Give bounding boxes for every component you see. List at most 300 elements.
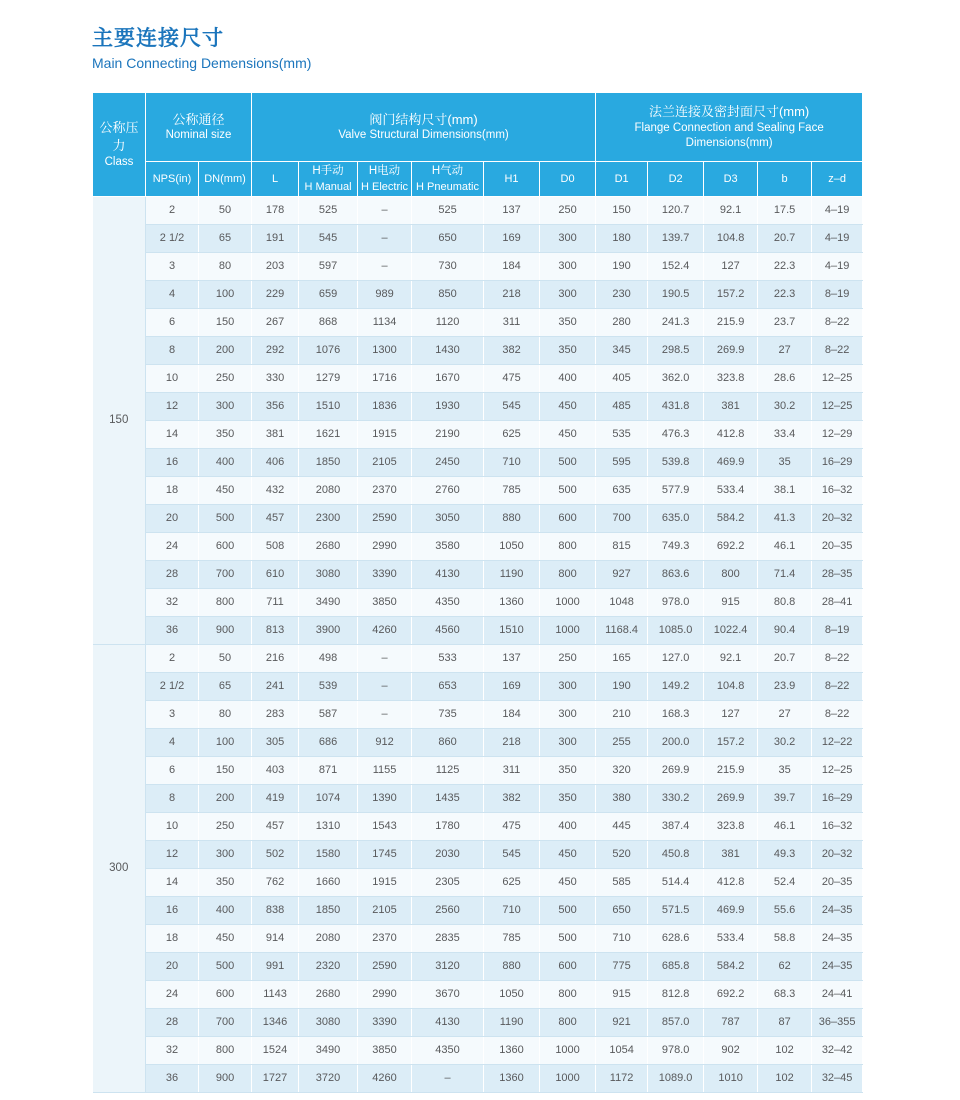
table-cell: 100 — [199, 280, 252, 308]
table-cell: 2105 — [358, 896, 412, 924]
table-cell: 405 — [596, 364, 648, 392]
table-cell: 403 — [252, 756, 299, 784]
table-cell: 71.4 — [758, 560, 812, 588]
table-cell: 450 — [540, 420, 596, 448]
table-cell: 800 — [540, 560, 596, 588]
table-cell: 169 — [484, 672, 540, 700]
table-cell: 16–32 — [812, 812, 863, 840]
table-row — [93, 532, 863, 560]
table-cell: 500 — [199, 504, 252, 532]
table-cell: 1155 — [358, 756, 412, 784]
page-subtitle: Main Connecting Demensions(mm) — [92, 55, 312, 72]
table-cell: 584.2 — [704, 952, 758, 980]
table-cell: 311 — [484, 756, 540, 784]
table-cell: 650 — [412, 224, 484, 252]
table-cell: 2760 — [412, 476, 484, 504]
table-cell: 127.0 — [648, 644, 704, 672]
table-cell: 345 — [596, 336, 648, 364]
table-cell: 1279 — [299, 364, 358, 392]
table-cell: 4130 — [412, 560, 484, 588]
table-cell: 2300 — [299, 504, 358, 532]
table-cell: 4260 — [358, 1064, 412, 1092]
table-cell: 625 — [484, 420, 540, 448]
table-cell: 283 — [252, 700, 299, 728]
table-cell: 1010 — [704, 1064, 758, 1092]
table-cell: 362.0 — [648, 364, 704, 392]
table-cell: 863.6 — [648, 560, 704, 588]
table-cell: 1310 — [299, 812, 358, 840]
table-cell: 800 — [199, 588, 252, 616]
table-cell: 900 — [199, 616, 252, 644]
table-cell: 533.4 — [704, 476, 758, 504]
table-cell: 3080 — [299, 1008, 358, 1036]
table-cell: 1716 — [358, 364, 412, 392]
table-cell: 485 — [596, 392, 648, 420]
table-row — [93, 1064, 863, 1092]
table-cell: 28 — [146, 560, 199, 588]
table-cell: 1190 — [484, 1008, 540, 1036]
table-row — [93, 420, 863, 448]
table-cell: 150 — [199, 756, 252, 784]
table-cell: 514.4 — [648, 868, 704, 896]
table-cell: 39.7 — [758, 784, 812, 812]
table-cell: 539.8 — [648, 448, 704, 476]
table-header — [93, 92, 863, 196]
table-cell: 350 — [540, 784, 596, 812]
table-cell: 92.1 — [704, 196, 758, 224]
table-cell: 3050 — [412, 504, 484, 532]
table-cell: 350 — [540, 336, 596, 364]
table-cell: 41.3 — [758, 504, 812, 532]
table-cell: 6 — [146, 308, 199, 336]
table-cell: 22.3 — [758, 280, 812, 308]
table-cell: 280 — [596, 308, 648, 336]
table-cell: 28–41 — [812, 588, 863, 616]
table-cell: 218 — [484, 280, 540, 308]
table-cell: 190 — [596, 672, 648, 700]
table-cell: 2320 — [299, 952, 358, 980]
group-header-valve-en: Valve Structural Dimensions(mm) — [338, 129, 509, 142]
table-cell: 1022.4 — [704, 616, 758, 644]
table-cell: 255 — [596, 728, 648, 756]
table-cell: 431.8 — [648, 392, 704, 420]
table-cell: 653 — [412, 672, 484, 700]
table-cell: 6 — [146, 756, 199, 784]
table-cell: 184 — [484, 700, 540, 728]
table-cell: 1621 — [299, 420, 358, 448]
table-cell: 635.0 — [648, 504, 704, 532]
table-cell: 600 — [540, 952, 596, 980]
table-cell: 157.2 — [704, 728, 758, 756]
table-cell: 229 — [252, 280, 299, 308]
table-row — [93, 784, 863, 812]
table-cell: 300 — [540, 672, 596, 700]
table-row — [93, 280, 863, 308]
table-cell: 500 — [540, 448, 596, 476]
table-cell: 35 — [758, 756, 812, 784]
table-cell: 912 — [358, 728, 412, 756]
table-cell: 23.9 — [758, 672, 812, 700]
table-cell: 30.2 — [758, 728, 812, 756]
table-cell: 323.8 — [704, 364, 758, 392]
table-cell: 250 — [199, 812, 252, 840]
table-cell: 215.9 — [704, 756, 758, 784]
table-cell: 4350 — [412, 1036, 484, 1064]
table-row — [93, 308, 863, 336]
table-cell: 400 — [199, 896, 252, 924]
table-cell: 585 — [596, 868, 648, 896]
table-row — [93, 448, 863, 476]
table-cell: 2680 — [299, 532, 358, 560]
table-cell: 1360 — [484, 588, 540, 616]
table-cell: 1745 — [358, 840, 412, 868]
table-cell: 3390 — [358, 560, 412, 588]
table-cell: 785 — [484, 476, 540, 504]
col-header-d2: D2 — [648, 161, 704, 196]
table-cell: 4–19 — [812, 252, 863, 280]
table-cell: 55.6 — [758, 896, 812, 924]
table-cell: 450 — [199, 924, 252, 952]
table-cell: 80 — [199, 700, 252, 728]
table-cell: – — [412, 1064, 484, 1092]
table-cell: 587 — [299, 700, 358, 728]
table-body — [93, 196, 863, 1092]
group-header-flange-zh: 法兰连接及密封面尺寸(mm) — [648, 104, 810, 120]
table-cell: 838 — [252, 896, 299, 924]
table-cell: 300 — [199, 392, 252, 420]
table-cell: 1143 — [252, 980, 299, 1008]
table-cell: 4560 — [412, 616, 484, 644]
table-cell: 24 — [146, 980, 199, 1008]
table-cell: 14 — [146, 420, 199, 448]
table-cell: 500 — [540, 896, 596, 924]
table-cell: 700 — [199, 1008, 252, 1036]
table-cell: 915 — [704, 588, 758, 616]
table-cell: 1000 — [540, 1036, 596, 1064]
table-cell: 24–35 — [812, 952, 863, 980]
table-cell: 991 — [252, 952, 299, 980]
page-title: 主要连接尺寸 — [92, 27, 224, 50]
table-cell: 978.0 — [648, 1036, 704, 1064]
table-cell: 597 — [299, 252, 358, 280]
table-cell: 700 — [199, 560, 252, 588]
table-cell: 80.8 — [758, 588, 812, 616]
table-cell: 27 — [758, 336, 812, 364]
table-cell: 32 — [146, 1036, 199, 1064]
table-cell: 16 — [146, 448, 199, 476]
class-label: 300 — [93, 644, 146, 1092]
table-cell: 8–22 — [812, 308, 863, 336]
table-cell: 203 — [252, 252, 299, 280]
table-cell: 2080 — [299, 924, 358, 952]
col-header-b: b — [758, 161, 812, 196]
table-cell: 3120 — [412, 952, 484, 980]
table-cell: 12–22 — [812, 728, 863, 756]
table-cell: 190.5 — [648, 280, 704, 308]
table-cell: 1300 — [358, 336, 412, 364]
table-cell: 8–19 — [812, 616, 863, 644]
table-cell: 191 — [252, 224, 299, 252]
table-cell: 16–32 — [812, 476, 863, 504]
table-cell: 815 — [596, 532, 648, 560]
table-cell: 545 — [299, 224, 358, 252]
table-cell: 300 — [540, 280, 596, 308]
table-cell: 812.8 — [648, 980, 704, 1008]
table-cell: 241.3 — [648, 308, 704, 336]
table-cell: 210 — [596, 700, 648, 728]
table-row — [93, 1008, 863, 1036]
table-cell: 20 — [146, 504, 199, 532]
table-row — [93, 756, 863, 784]
table-cell: 880 — [484, 504, 540, 532]
table-row — [93, 476, 863, 504]
table-cell: 27 — [758, 700, 812, 728]
table-cell: 1134 — [358, 308, 412, 336]
table-cell: 1390 — [358, 784, 412, 812]
col-header-h1: H1 — [484, 161, 540, 196]
table-row — [93, 392, 863, 420]
table-cell: 457 — [252, 504, 299, 532]
table-cell: 1000 — [540, 616, 596, 644]
table-cell: 545 — [484, 840, 540, 868]
table-cell: 1727 — [252, 1064, 299, 1092]
table-cell: 880 — [484, 952, 540, 980]
table-cell: 18 — [146, 476, 199, 504]
table-cell: 20 — [146, 952, 199, 980]
table-cell: 775 — [596, 952, 648, 980]
table-cell: 4260 — [358, 616, 412, 644]
table-cell: 1850 — [299, 448, 358, 476]
table-cell: 625 — [484, 868, 540, 896]
table-cell: 200 — [199, 784, 252, 812]
table-cell: 16–29 — [812, 448, 863, 476]
table-cell: 800 — [199, 1036, 252, 1064]
table-cell: 100 — [199, 728, 252, 756]
table-cell: 4–19 — [812, 196, 863, 224]
table-row — [93, 252, 863, 280]
table-cell: 8 — [146, 784, 199, 812]
table-cell: 8–22 — [812, 672, 863, 700]
table-cell: 600 — [199, 532, 252, 560]
table-cell: 860 — [412, 728, 484, 756]
table-cell: 735 — [412, 700, 484, 728]
table-cell: 20–35 — [812, 868, 863, 896]
table-cell: 68.3 — [758, 980, 812, 1008]
table-row — [93, 196, 863, 224]
table-cell: 267 — [252, 308, 299, 336]
table-cell: 320 — [596, 756, 648, 784]
col-header-h-pneumatic: H气动 H Pneumatic — [412, 161, 484, 196]
table-cell: 350 — [199, 420, 252, 448]
table-cell: 216 — [252, 644, 299, 672]
col-header-class-zh: 公称压力 — [99, 120, 139, 154]
table-cell: 432 — [252, 476, 299, 504]
table-cell: 46.1 — [758, 532, 812, 560]
table-cell: 2835 — [412, 924, 484, 952]
table-cell: 450 — [540, 840, 596, 868]
table-cell: 2030 — [412, 840, 484, 868]
table-cell: 300 — [540, 252, 596, 280]
table-cell: 28–35 — [812, 560, 863, 588]
table-cell: 20.7 — [758, 224, 812, 252]
table-cell: 1172 — [596, 1064, 648, 1092]
table-cell: 1543 — [358, 812, 412, 840]
table-cell: 8 — [146, 336, 199, 364]
table-cell: 36–355 — [812, 1008, 863, 1036]
table-cell: 152.4 — [648, 252, 704, 280]
table-cell: 12 — [146, 392, 199, 420]
table-row — [93, 700, 863, 728]
table-cell: 685.8 — [648, 952, 704, 980]
table-cell: 218 — [484, 728, 540, 756]
table-cell: 356 — [252, 392, 299, 420]
table-cell: 1085.0 — [648, 616, 704, 644]
table-cell: 1050 — [484, 532, 540, 560]
table-cell: 10 — [146, 812, 199, 840]
table-row — [93, 616, 863, 644]
table-cell: 382 — [484, 784, 540, 812]
table-cell: 269.9 — [648, 756, 704, 784]
col-header-h-electric: H电动 H Electric — [358, 161, 412, 196]
table-cell: 871 — [299, 756, 358, 784]
table-cell: 380 — [596, 784, 648, 812]
table-cell: 165 — [596, 644, 648, 672]
table-cell: 400 — [540, 364, 596, 392]
table-cell: 4–19 — [812, 224, 863, 252]
table-cell: 330 — [252, 364, 299, 392]
table-cell: 412.8 — [704, 420, 758, 448]
table-cell: 20.7 — [758, 644, 812, 672]
table-cell: 600 — [540, 504, 596, 532]
table-cell: 20–32 — [812, 840, 863, 868]
table-cell: 1360 — [484, 1064, 540, 1092]
table-cell: 1780 — [412, 812, 484, 840]
table-cell: 80 — [199, 252, 252, 280]
table-cell: 525 — [299, 196, 358, 224]
table-cell: 1054 — [596, 1036, 648, 1064]
table-cell: 36 — [146, 616, 199, 644]
table-cell: 502 — [252, 840, 299, 868]
table-cell: 3720 — [299, 1064, 358, 1092]
table-cell: 150 — [199, 308, 252, 336]
col-header-d1: D1 — [596, 161, 648, 196]
table-cell: 800 — [540, 1008, 596, 1036]
table-cell: 1050 — [484, 980, 540, 1008]
col-header-d0: D0 — [540, 161, 596, 196]
table-cell: 241 — [252, 672, 299, 700]
table-cell: 1915 — [358, 868, 412, 896]
table-row — [93, 364, 863, 392]
table-cell: 500 — [199, 952, 252, 980]
table-cell: 215.9 — [704, 308, 758, 336]
table-row — [93, 896, 863, 924]
table-cell: 800 — [540, 980, 596, 1008]
table-cell: 710 — [484, 896, 540, 924]
table-cell: 710 — [596, 924, 648, 952]
table-cell: 450 — [199, 476, 252, 504]
table-cell: 33.4 — [758, 420, 812, 448]
table-cell: 3490 — [299, 1036, 358, 1064]
table-cell: 868 — [299, 308, 358, 336]
table-cell: 813 — [252, 616, 299, 644]
table-cell: 785 — [484, 924, 540, 952]
table-cell: 4350 — [412, 588, 484, 616]
table-cell: 104.8 — [704, 224, 758, 252]
table-cell: 3 — [146, 700, 199, 728]
table-cell: 902 — [704, 1036, 758, 1064]
table-cell: 382 — [484, 336, 540, 364]
table-cell: 90.4 — [758, 616, 812, 644]
table-cell: 400 — [540, 812, 596, 840]
table-cell: 12–29 — [812, 420, 863, 448]
table-cell: 28 — [146, 1008, 199, 1036]
table-cell: 24 — [146, 532, 199, 560]
col-header-class — [93, 92, 146, 196]
group-header-valve-dimensions — [252, 92, 596, 161]
table-cell: 450 — [540, 868, 596, 896]
table-cell: 12–25 — [812, 364, 863, 392]
table-cell: 2 — [146, 196, 199, 224]
table-cell: 330.2 — [648, 784, 704, 812]
table-cell: 32 — [146, 588, 199, 616]
table-cell: 659 — [299, 280, 358, 308]
table-cell: 30.2 — [758, 392, 812, 420]
table-cell: 1120 — [412, 308, 484, 336]
table-cell: 137 — [484, 644, 540, 672]
table-cell: 539 — [299, 672, 358, 700]
table-cell: 1836 — [358, 392, 412, 420]
table-cell: 381 — [704, 392, 758, 420]
table-cell: 989 — [358, 280, 412, 308]
table-cell: 8–19 — [812, 280, 863, 308]
table-cell: 1000 — [540, 588, 596, 616]
table-cell: 2 1/2 — [146, 224, 199, 252]
table-cell: – — [358, 252, 412, 280]
table-cell: 730 — [412, 252, 484, 280]
col-header-zd: z–d — [812, 161, 863, 196]
table-cell: 787 — [704, 1008, 758, 1036]
table-cell: 120.7 — [648, 196, 704, 224]
table-cell: 350 — [540, 756, 596, 784]
table-cell: 8–22 — [812, 336, 863, 364]
table-cell: 450.8 — [648, 840, 704, 868]
table-cell: 4 — [146, 728, 199, 756]
table-cell: 127 — [704, 252, 758, 280]
table-cell: 300 — [540, 224, 596, 252]
table-cell: – — [358, 700, 412, 728]
table-cell: 914 — [252, 924, 299, 952]
table-cell: 298.5 — [648, 336, 704, 364]
table-cell: 800 — [704, 560, 758, 588]
table-cell: 350 — [199, 868, 252, 896]
table-cell: 600 — [199, 980, 252, 1008]
table-cell: 857.0 — [648, 1008, 704, 1036]
table-cell: 17.5 — [758, 196, 812, 224]
table-cell: 749.3 — [648, 532, 704, 560]
table-cell: 1190 — [484, 560, 540, 588]
table-cell: 12–25 — [812, 392, 863, 420]
table-cell: 1435 — [412, 784, 484, 812]
table-cell: 700 — [596, 504, 648, 532]
table-cell: 2450 — [412, 448, 484, 476]
table-cell: 2 1/2 — [146, 672, 199, 700]
table-row — [93, 952, 863, 980]
table-cell: 65 — [199, 224, 252, 252]
group-header-valve-zh: 阀门结构尺寸(mm) — [369, 111, 478, 127]
table-cell: 498 — [299, 644, 358, 672]
table-cell: 169 — [484, 224, 540, 252]
table-cell: 1524 — [252, 1036, 299, 1064]
